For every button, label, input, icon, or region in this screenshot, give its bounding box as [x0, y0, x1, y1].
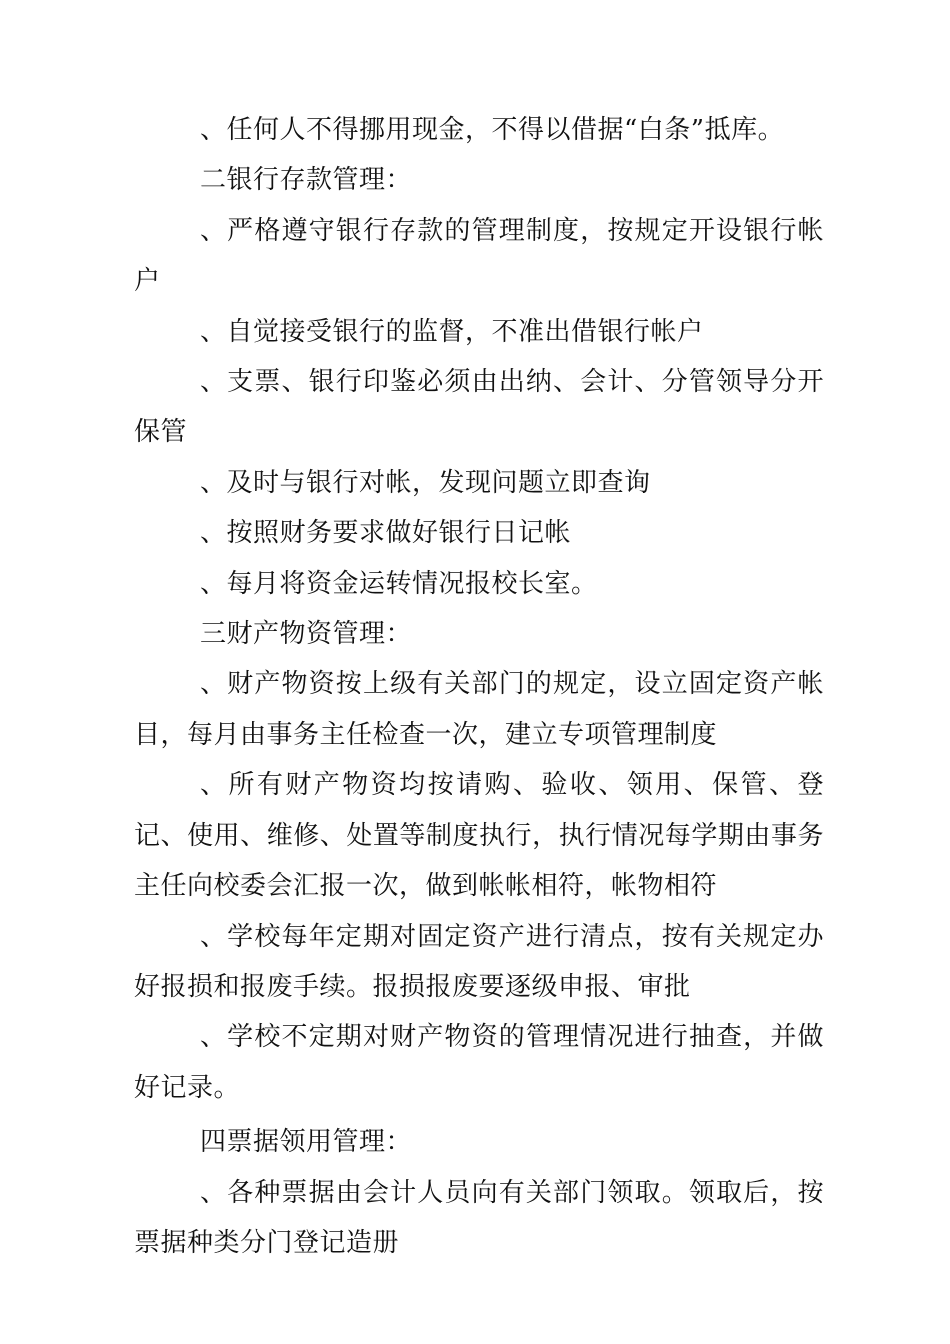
section-heading-receipt-management: 四票据领用管理：	[200, 1127, 413, 1158]
paragraph-monthly-fund-report: 、每月将资金运转情况报校长室。	[200, 568, 598, 599]
paragraph-property-procedures: 、所有财产物资均按请购、验收、领用、保管、登记、使用、维修、处置等制度执行，执行情况每学期由事务主任向校委会汇报一次，做到帐帐相符，帐物相符	[134, 770, 824, 902]
document-body	[134, 105, 824, 1268]
paragraph-bank-account-rules: 、严格遵守银行存款的管理制度，按规定开设银行帐户	[134, 215, 824, 297]
paragraph-cheque-seal-custody: 、支票、银行印鉴必须由出纳、会计、分管领导分开保管	[134, 367, 824, 448]
paragraph-receipt-collection: 、各种票据由会计人员向有关部门领取。领取后，按票据种类分门登记造册	[134, 1177, 824, 1258]
paragraph-spot-checks: 、学校不定期对财产物资的管理情况进行抽查，并做好记录。	[134, 1022, 824, 1103]
paragraph-bank-reconciliation: 、及时与银行对帐，发现问题立即查询	[200, 467, 651, 498]
paragraph-bank-supervision: 、自觉接受银行的监督，不准出借银行帐户	[200, 316, 704, 347]
paragraph-bank-journal: 、按照财务要求做好银行日记帐	[200, 518, 572, 549]
paragraph-fixed-asset-accounts: 、财产物资按上级有关部门的规定，设立固定资产帐目，每月由事务主任检查一次，建立专项管理制度	[134, 669, 824, 750]
paragraph-annual-inventory: 、学校每年定期对固定资产进行清点，按有关规定办好报损和报废手续。报损报废要逐级申报、审批	[134, 921, 824, 1002]
paragraph-cash-no-misuse: 、任何人不得挪用现金，不得以借据“白条”抵库。	[200, 115, 785, 145]
section-heading-bank-deposit: 二银行存款管理：	[200, 165, 413, 196]
section-heading-property-management: 三财产物资管理：	[200, 619, 413, 650]
